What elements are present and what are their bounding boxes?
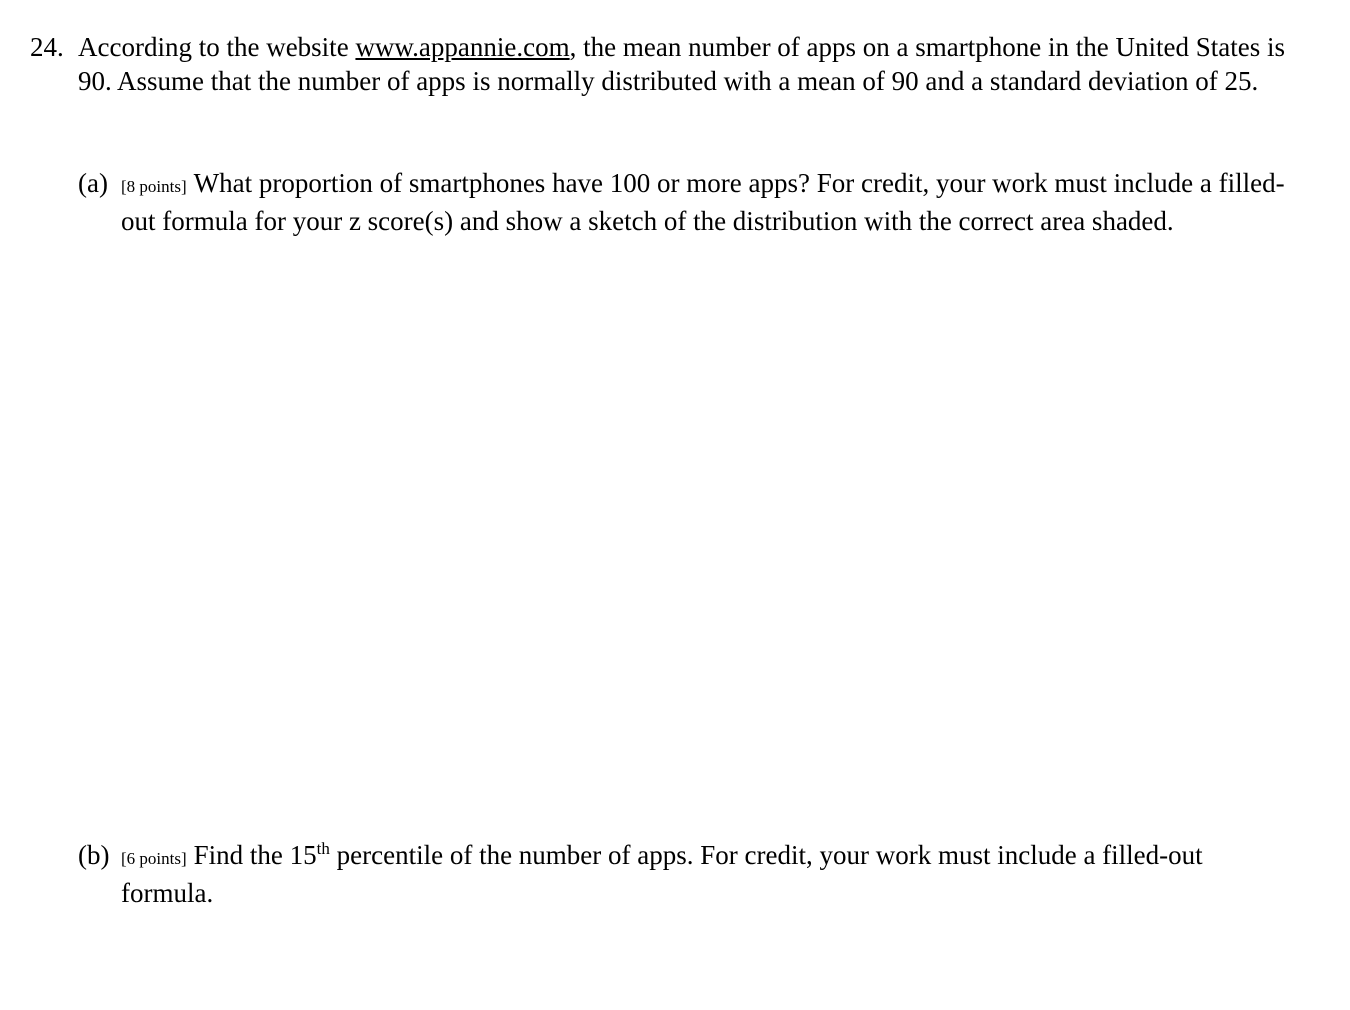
question-number: 24. (30, 32, 64, 62)
part-a (78, 166, 1298, 238)
part-b-text-end: percentile of the number of apps. For credit, your work must include a filled-out formula. (121, 840, 1203, 908)
question-body (30, 30, 1290, 98)
part-a-label: (a) (78, 168, 108, 198)
part-b-text-start: Find the 15 (193, 840, 317, 870)
website-link[interactable]: www.appannie.com (355, 32, 570, 62)
question-text-main: , the mean number of apps on a smartphone in the United States is 90. Assume that the number of apps is normally distributed with a mean of 90 and a standard deviation of 25. (78, 32, 1285, 96)
question-text-intro: According to the website (78, 32, 349, 62)
part-a-body (78, 166, 1298, 238)
part-b-points: [6 points] (121, 849, 187, 868)
part-b-label: (b) (78, 840, 110, 870)
ordinal-superscript: th (316, 839, 330, 858)
part-b (78, 838, 1298, 910)
part-a-text: What proportion of smartphones have 100 or more apps? For credit, your work must include a filled-out formula for your z score(s) and show a sketch of the distribution with the correct area shaded. (121, 168, 1285, 236)
part-a-points: [8 points] (121, 177, 187, 196)
part-b-body (78, 838, 1298, 910)
question-24 (30, 30, 1290, 98)
